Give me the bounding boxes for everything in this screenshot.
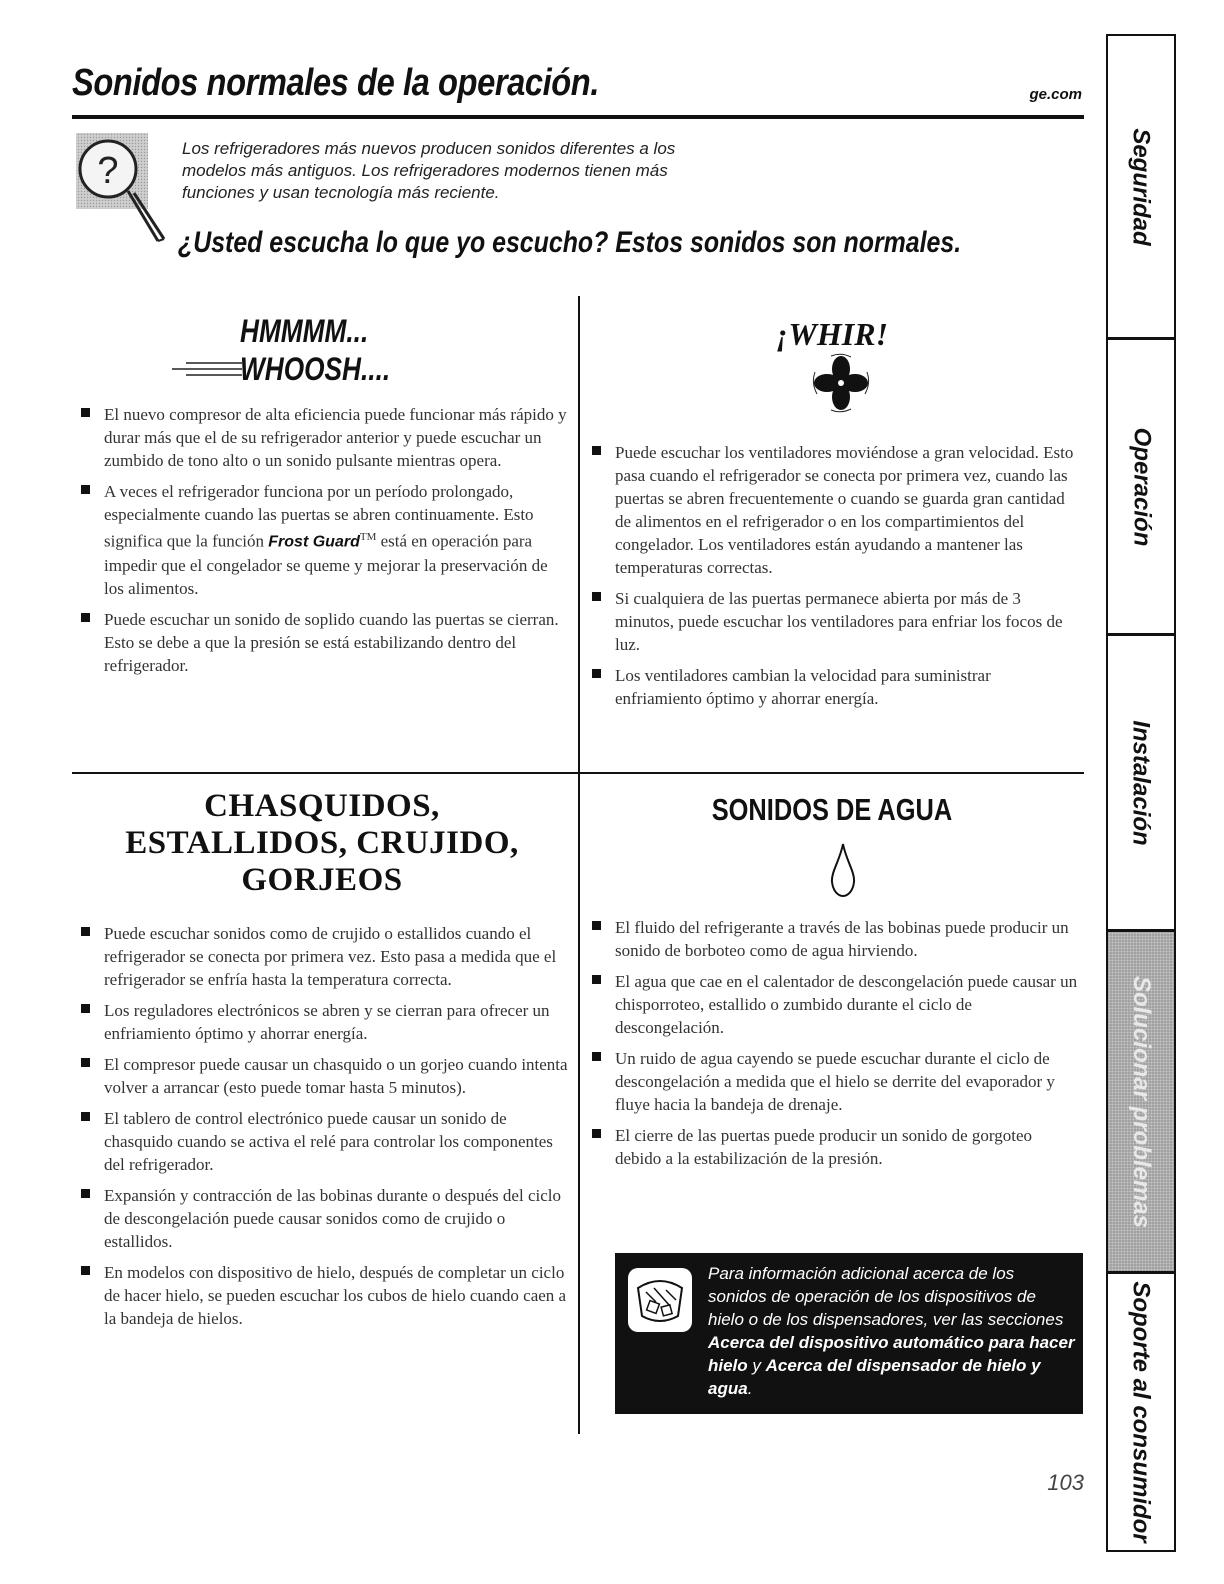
header-rule xyxy=(72,115,1084,119)
list-item: Un ruido de agua cayendo se puede escuchar durante el ciclo de descongelación a medida que el hielo se derrite del evaporador y fluye hacia la bandeja de drenaje. xyxy=(590,1047,1082,1116)
list-item: Si cualquiera de las puertas permanece abierta por más de 3 minutos, puede escuchar los ventiladores para enfriar los focos de luz. xyxy=(590,587,1080,656)
info-text: Para información adicional acerca de los sonidos de operación de los dispositivos de hielo o de los dispensadores, ver las secciones Acerca del dispositivo automático para hacer hielo y Acerca del dispensador de hielo y agua. xyxy=(708,1264,1075,1398)
section-title-hmm xyxy=(240,312,390,388)
list-item: El cierre de las puertas puede producir un sonido de gorgoteo debido a la estabilización de la presión. xyxy=(590,1124,1082,1170)
side-tab-operacion[interactable]: Operación xyxy=(1108,340,1174,636)
question-magnifier-icon xyxy=(74,133,174,251)
list-item: El tablero de control electrónico puede causar un sonido de chasquido cuando se activa el relé para controlar los componentes del refrigerador. xyxy=(79,1107,571,1176)
bullet xyxy=(592,975,601,984)
bullet xyxy=(592,592,601,601)
list-item: Puede escuchar los ventiladores moviéndose a gran velocidad. Esto pasa cuando el refrigerador se conecta por primera vez, cuando las puertas se abren frecuentemente o cuando se guarda gran cantidad de alimentos en el refrigerador o en los compartimientos del congelador. Los ventiladores están ayudando a mantener las temperaturas correctas. xyxy=(590,441,1080,579)
list-item: El fluido del refrigerante a través de las bobinas puede producir un sonido de borboteo como de agua hirviendo. xyxy=(590,916,1082,962)
frost-guard-brand: Frost Guard xyxy=(268,533,360,551)
side-tab-seguridad[interactable]: Seguridad xyxy=(1108,36,1174,340)
subheading: ¿Usted escucha lo que yo escucho? Estos sonidos son normales. xyxy=(178,226,962,259)
column-divider xyxy=(578,296,580,1434)
bullet xyxy=(592,1052,601,1061)
bullet xyxy=(592,446,601,455)
site-link[interactable]: ge.com xyxy=(1029,86,1082,103)
hmm-title-line2: WHOOSH.... xyxy=(240,351,391,387)
section-title-water: SONIDOS DE AGUA xyxy=(711,792,953,827)
trademark: TM xyxy=(359,531,377,543)
list-item: Puede escuchar un sonido de soplido cuando las puertas se cierran. Esto se debe a que la presión se está estabilizando dentro del refrigerador. xyxy=(79,608,569,677)
bullet xyxy=(81,613,90,622)
row-divider xyxy=(72,772,1084,774)
side-tab-soporte-al-consumidor[interactable]: Soporte al consumidor xyxy=(1128,1281,1155,1543)
bullet xyxy=(81,1058,90,1067)
side-tab-solucionar-problemas[interactable]: Solucionar problemas xyxy=(1108,932,1174,1274)
bullet xyxy=(592,669,601,678)
side-tab-instalacion[interactable]: Instalación xyxy=(1108,636,1174,932)
hmm-title-line1: HMMMM... xyxy=(240,313,369,349)
bullet xyxy=(81,1189,90,1198)
water-drop-icon xyxy=(826,842,860,898)
water-list xyxy=(590,916,1082,1178)
info-link-dispenser: Acerca del dispensador de hielo y agua xyxy=(708,1356,1041,1398)
bullet xyxy=(81,1112,90,1121)
bullet xyxy=(81,1266,90,1275)
list-item: En modelos con dispositivo de hielo, después de completar un ciclo de hacer hielo, se pueden escuchar los cubos de hielo cuando caen a la bandeja de hielos. xyxy=(79,1261,571,1330)
svg-text:?: ? xyxy=(97,150,119,192)
list-item: El compresor puede causar un chasquido o un gorjeo cuando intenta volver a arrancar (esto puede tomar hasta 5 minutos). xyxy=(79,1053,571,1099)
bullet xyxy=(592,921,601,930)
list-item: Los reguladores electrónicos se abren y se cierran para ofrecer un enfriamiento óptimo y ahorrar energía. xyxy=(79,999,571,1045)
whir-list xyxy=(590,441,1080,718)
bullet xyxy=(592,1129,601,1138)
clicks-title-line2: ESTALLIDOS, CRUJIDO, xyxy=(125,825,519,861)
bullet xyxy=(81,1004,90,1013)
page-title: Sonidos normales de la operación. xyxy=(72,62,599,104)
section-title-whir: ¡WHIR! xyxy=(775,316,889,352)
intro-text: Los refrigeradores más nuevos producen sonidos diferentes a los modelos más antiguos. Los refrigeradores modernos tienen más funciones y usan tecnología más reciente. xyxy=(182,139,676,202)
list-item: El agua que cae en el calentador de descongelación puede causar un chisporroteo, estallido o zumbido durante el ciclo de descongelación. xyxy=(590,970,1082,1039)
side-tabs xyxy=(1106,34,1176,1552)
bullet xyxy=(81,927,90,936)
hmm-list xyxy=(79,403,569,685)
page-number: 103 xyxy=(1047,1470,1084,1495)
fan-icon xyxy=(805,352,877,414)
clicks-title-line1: CHASQUIDOS, xyxy=(204,788,440,824)
list-item: Puede escuchar sonidos como de crujido o estallidos cuando el refrigerador se conecta por primera vez. Esto pasa a medida que el refrigerador se enfría hasta la temperatura correcta. xyxy=(79,922,571,991)
list-item: Los ventiladores cambian la velocidad para suministrar enfriamiento óptimo y ahorrar energía. xyxy=(590,664,1080,710)
ice-dispenser-icon xyxy=(626,1266,694,1334)
section-title-clicks xyxy=(72,788,572,899)
info-link-icemaker: Acerca del dispositivo automático para hacer hielo xyxy=(708,1333,1075,1375)
whoosh-lines-icon xyxy=(170,360,244,378)
list-item: Expansión y contracción de las bobinas durante o después del ciclo de descongelación puede causar sonidos como de crujido o estallidos. xyxy=(79,1184,571,1253)
list-item: A veces el refrigerador funciona por un período prolongado, especialmente cuando las puertas se abren continuamente. Esto significa que la función Frost Guard™ está en operación para impedir que el congelador se queme y mejorar la preservación de los alimentos. xyxy=(79,480,569,600)
list-item: El nuevo compresor de alta eficiencia puede funcionar más rápido y durar más que el de su refrigerador anterior y puede escuchar un zumbido de tono alto o un sonido pulsante mientras opera. xyxy=(79,403,569,472)
clicks-list xyxy=(79,922,571,1338)
bullet xyxy=(81,408,90,417)
clicks-title-line3: GORJEOS xyxy=(241,862,403,898)
bullet xyxy=(81,485,90,494)
